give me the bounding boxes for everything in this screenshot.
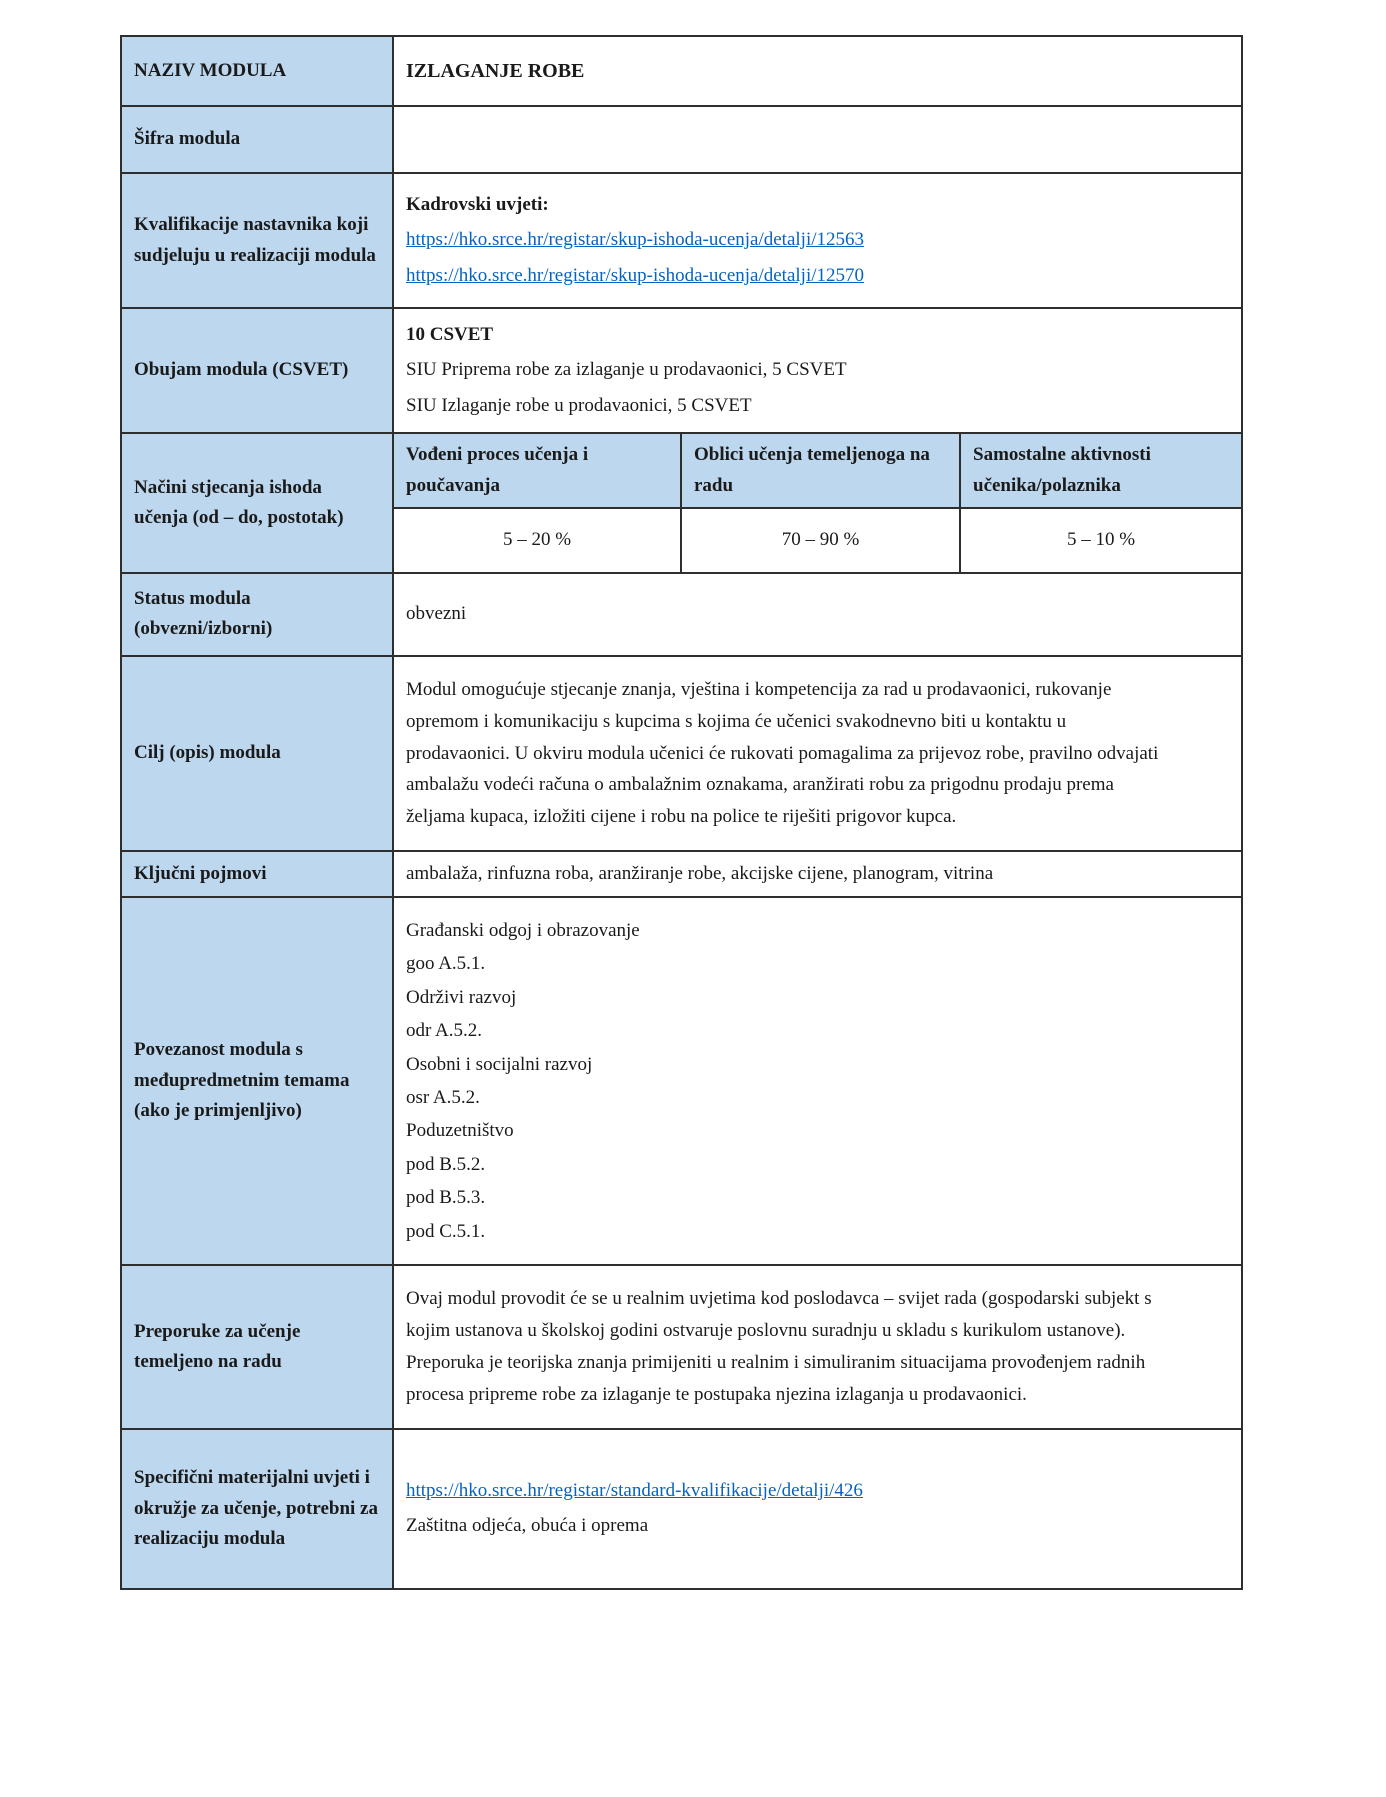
povezanost-line-5: Osobni i socijalni razvoj	[406, 1053, 593, 1075]
standard-kvalifikacije-link[interactable]: https://hko.srce.hr/registar/standard-kvalifikacije/detalji/426	[406, 1480, 863, 1502]
povezanost-line-3: Održivi razvoj	[406, 986, 517, 1008]
nacini-col1-value: 5 – 20 %	[393, 508, 681, 573]
nacini-col2-value: 70 – 90 %	[681, 508, 960, 573]
row-kljucni-pojmovi	[121, 851, 1242, 897]
module-table	[120, 35, 1243, 1590]
row-sifra-modula	[121, 106, 1242, 173]
nacini-col3-header: Samostalne aktivnosti učenika/polaznika	[960, 433, 1242, 508]
povezanost-line-2: goo A.5.1.	[406, 953, 486, 975]
row-status-modula	[121, 573, 1242, 656]
row-nacini-header	[121, 433, 1242, 508]
obujam-line-1: SIU Priprema robe za izlaganje u prodavaonici, 5 CSVET	[406, 359, 847, 381]
label-naziv-modula: NAZIV MODULA	[121, 36, 393, 106]
label-status-modula: Status modula (obvezni/izborni)	[121, 573, 393, 656]
cilj-cell	[393, 656, 1242, 851]
povezanost-line-10: pod C.5.1.	[406, 1220, 486, 1242]
row-naziv-modula	[121, 36, 1242, 106]
row-obujam-modula	[121, 308, 1242, 433]
row-preporuke	[121, 1265, 1242, 1429]
nacini-col3-value: 5 – 10 %	[960, 508, 1242, 573]
nacini-col2-header: Oblici učenja temeljenoga na radu	[681, 433, 960, 508]
row-cilj-modula	[121, 656, 1242, 851]
row-kvalifikacije	[121, 173, 1242, 308]
label-kljucni-pojmovi: Ključni pojmovi	[121, 851, 393, 897]
kljucni-pojmovi-value: ambalaža, rinfuzna roba, aranžiranje robe, akcijske cijene, planogram, vitrina	[393, 851, 1242, 897]
povezanost-line-7: Poduzetništvo	[406, 1120, 514, 1142]
row-specificni-uvjeti	[121, 1429, 1242, 1589]
label-preporuke: Preporuke za učenje temeljeno na radu	[121, 1265, 393, 1429]
label-kvalifikacije: Kvalifikacije nastavnika koji sudjeluju u realizaciji modula	[121, 173, 393, 308]
module-name-value: IZLAGANJE ROBE	[393, 36, 1242, 106]
label-specificni-uvjeti: Specifični materijalni uvjeti i okružje za učenje, potrebni za realizaciju modula	[121, 1429, 393, 1589]
povezanost-line-1: Građanski odgoj i obrazovanje	[406, 919, 640, 941]
nacini-col1-header: Vođeni proces učenja i poučavanja	[393, 433, 681, 508]
label-sifra-modula: Šifra modula	[121, 106, 393, 173]
preporuke-paragraph: Ovaj modul provodit će se u realnim uvjetima kod poslodavca – svijet rada (gospodarski subjekt s kojim ustanova u školskoj godini ostvaruje poslovnu suradnju u skladu s kurikulom ustanove). Preporuka je teorijska znanja primijeniti u realnim i simuliranim situacijama provođenjem radnih procesa pripreme robe za izlaganje te postupaka njezina izlaganja u prodavaonici.	[406, 1288, 1152, 1405]
kvalifikacije-cell	[393, 173, 1242, 308]
kadrovski-uvjeti-heading: Kadrovski uvjeti:	[406, 193, 549, 215]
cilj-paragraph: Modul omogućuje stjecanje znanja, vještina i kompetencija za rad u prodavaonici, rukovanje opremom i komunikaciju s kupcima s kojima će učenici svakodnevno biti u kontaktu u prodavaonici. U okviru modula učenici će rukovati pomagalima za prijevoz robe, pravilno odvajati ambalažu vodeći računa o ambalažnim oznakama, aranžirati robu za prigodnu prodaju prema željama kupaca, izložiti cijene i robu na police te riješiti prigovor kupca.	[406, 678, 1159, 828]
preporuke-cell	[393, 1265, 1242, 1429]
label-cilj-modula: Cilj (opis) modula	[121, 656, 393, 851]
obujam-heading: 10 CSVET	[406, 324, 494, 345]
row-povezanost	[121, 897, 1242, 1265]
povezanost-cell	[393, 897, 1242, 1265]
document-page	[120, 35, 1243, 1590]
specificni-line: Zaštitna odjeća, obuća i oprema	[406, 1515, 649, 1537]
povezanost-line-9: pod B.5.3.	[406, 1187, 486, 1209]
kadrovski-link-1[interactable]: https://hko.srce.hr/registar/skup-ishoda-ucenja/detalji/12563	[406, 229, 865, 251]
label-nacini-stjecanja: Načini stjecanja ishoda učenja (od – do, postotak)	[121, 433, 393, 573]
status-modula-value: obvezni	[393, 573, 1242, 656]
povezanost-line-4: odr A.5.2.	[406, 1020, 482, 1042]
povezanost-line-6: osr A.5.2.	[406, 1086, 480, 1108]
label-povezanost: Povezanost modula s međupredmetnim temama (ako je primjenljivo)	[121, 897, 393, 1265]
obujam-cell	[393, 308, 1242, 433]
kadrovski-link-2[interactable]: https://hko.srce.hr/registar/skup-ishoda-ucenja/detalji/12570	[406, 264, 865, 286]
povezanost-line-8: pod B.5.2.	[406, 1153, 486, 1175]
obujam-line-2: SIU Izlaganje robe u prodavaonici, 5 CSVET	[406, 394, 752, 416]
sifra-modula-value	[393, 106, 1242, 173]
label-obujam-modula: Obujam modula (CSVET)	[121, 308, 393, 433]
specificni-cell	[393, 1429, 1242, 1589]
